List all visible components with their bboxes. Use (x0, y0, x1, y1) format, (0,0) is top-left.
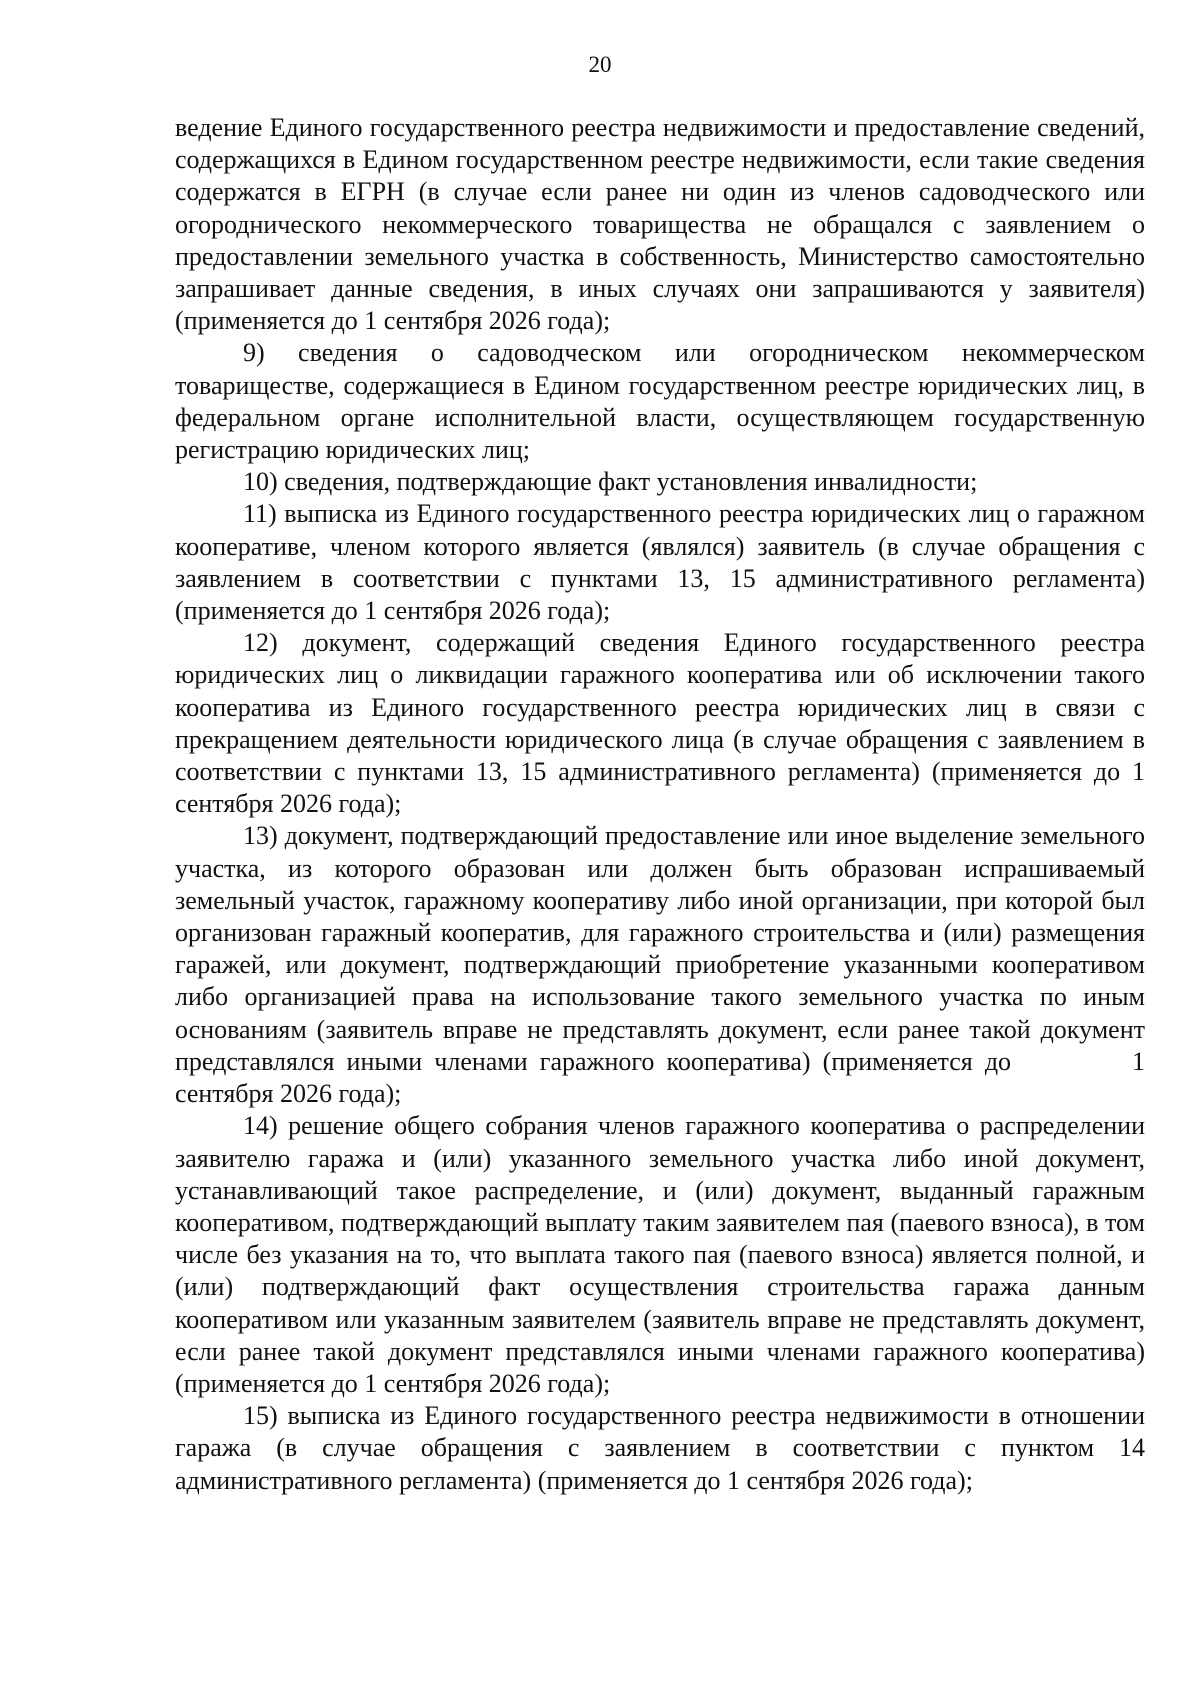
paragraph-item-9: 9) сведения о садоводческом или огородническом некоммерческом товариществе, содержащиеся в Едином государственном реестре юридических лиц, в федеральном органе исполнительной власти, осуществляющем государственную регистрацию юридических лиц; (175, 338, 1145, 465)
paragraph-item-12: 12) документ, содержащий сведения Единого государственного реестра юридических лиц о ликвидации гаражного кооператива или об исключении такого кооператива из Единого государственного реестра юридических лиц в связи с прекращением деятельности юридического лица (в случае обращения с заявлением в соответствии с пунктами 13, 15 административного регламента) (применяется до 1 сентября 2026 года); (175, 628, 1145, 819)
paragraph-item-14: 14) решение общего собрания членов гаражного кооператива о распределении заявителю гаража и (или) указанного земельного участка либо иной документ, устанавливающий такое распределение, и (или) документ, выданный гаражным кооперативом, подтверждающий выплату таким заявителем пая (паевого взноса), в том числе без указания на то, что выплата такого пая (паевого взноса) является полной, и (или) подтверждающий факт осуществления строительства гаража данным кооперативом или указанным заявителем (заявитель вправе не представлять документ, если ранее такой документ представлялся иными членами гаражного кооператива) (применяется до 1 сентября 2026 года); (175, 1111, 1145, 1398)
document-body (175, 112, 1152, 1497)
paragraph-item-8-continuation: ведение Единого государственного реестра недвижимости и предоставление сведений, содержащихся в Едином государственном реестре недвижимости, если такие сведения содержатся в ЕГРН (в случае если ранее ни один из членов садоводческого или огороднического некоммерческого товарищества не обращался с заявлением о предоставлении земельного участка в собственность, Министерство самостоятельно запрашивает данные сведения, в иных случаях они запрашиваются у заявителя) (применяется до 1 сентября 2026 года); (175, 113, 1145, 336)
paragraph-item-15: 15) выписка из Единого государственного реестра недвижимости в отношении гаража (в случае обращения с заявлением в соответствии с пунктом 14 административного регламента) (применяется до 1 сентября 2026 года); (175, 1401, 1145, 1495)
paragraph-item-10: 10) сведения, подтверждающие факт установления инвалидности; (243, 467, 978, 497)
paragraph-item-11: 11) выписка из Единого государственного реестра юридических лиц о гаражном кооперативе, членом которого является (являлся) заявитель (в случае обращения с заявлением в соответствии с пунктами 13, 15 административного регламента) (применяется до 1 сентября 2026 года); (175, 499, 1145, 626)
page-number: 20 (588, 52, 612, 77)
paragraph-item-13: 13) документ, подтверждающий предоставление или иное выделение земельного участка, из которого образован или должен быть образован испрашиваемый земельный участок, гаражному кооперативу либо иной организации, при которой был организован гаражный кооператив, для гаражного строительства и (или) размещения гаражей, или документ, подтверждающий приобретение указанными кооперативом либо организацией права на использование такого земельного участка по иным основаниям (заявитель вправе не представлять документ, если ранее такой документ представлялся иными членами гаражного кооператива) (применяется до 1 сентября 2026 года); (175, 821, 1152, 1109)
